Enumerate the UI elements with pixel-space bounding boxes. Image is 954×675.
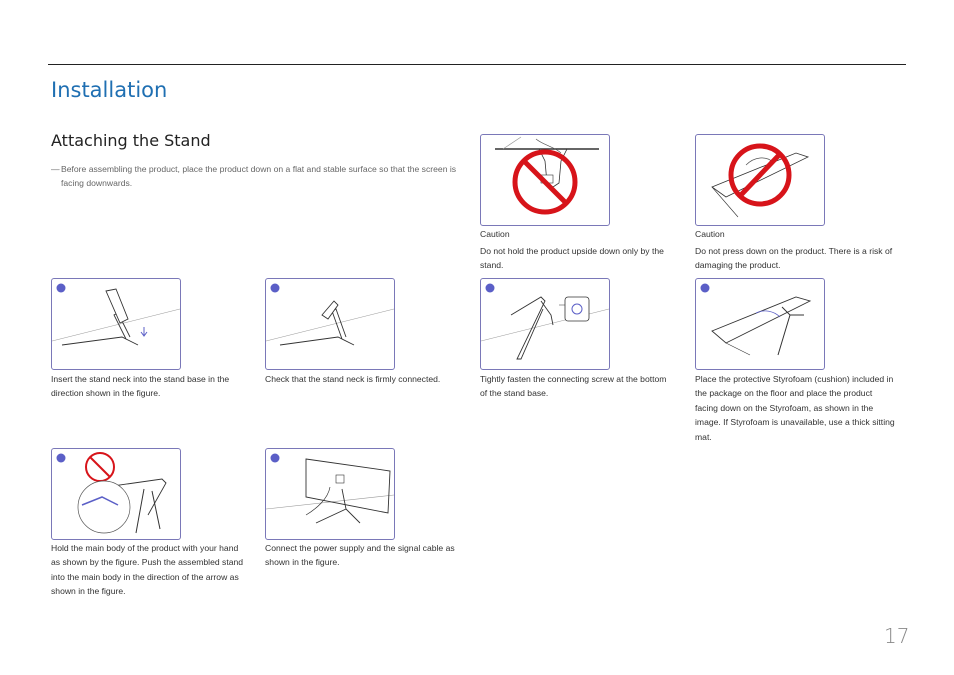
step-text-4: Place the protective Styrofoam (cushion) included in the package on the floor and place the product facing down on the Styrofoam, as shown in the image. If Styrofoam is unavailable, use a thick sitting mat. <box>695 374 895 442</box>
header-rule <box>48 64 906 65</box>
step-text-3: Tightly fasten the connecting screw at the bottom of the stand base. <box>480 374 667 399</box>
note-dash: — <box>51 164 60 174</box>
note-text: Before assembling the product, place the product down on a flat and stable surface so that the screen is facing downwards. <box>61 164 457 188</box>
assembly-note <box>51 163 461 190</box>
step-text-2: Check that the stand neck is firmly connected. <box>265 374 441 384</box>
step-figure-2 <box>265 278 395 370</box>
section-title: Attaching the Stand <box>51 131 211 150</box>
page-number: 17 <box>884 624 910 648</box>
step-figure-1 <box>51 278 181 370</box>
caution-text-1: Do not hold the product upside down only by the stand. <box>480 246 664 271</box>
caution-figure-press-down <box>695 134 825 226</box>
step-text-6: Connect the power supply and the signal cable as shown in the figure. <box>265 543 455 568</box>
step-figure-4 <box>695 278 825 370</box>
step-figure-5 <box>51 448 181 540</box>
caution-text-2: Do not press down on the product. There is a risk of damaging the product. <box>695 246 893 271</box>
step-text-1: Insert the stand neck into the stand base in the direction shown in the figure. <box>51 374 230 399</box>
caution-label-2: Caution <box>695 229 725 239</box>
caution-figure-hold-upside-down <box>480 134 610 226</box>
caution-label-1: Caution <box>480 229 510 239</box>
step-text-5: Hold the main body of the product with your hand as shown by the figure. Push the assembled stand into the main body in the direction of the arrow as shown in the figure. <box>51 543 244 597</box>
step-figure-6 <box>265 448 395 540</box>
step-figure-3 <box>480 278 610 370</box>
page-title: Installation <box>51 78 168 102</box>
